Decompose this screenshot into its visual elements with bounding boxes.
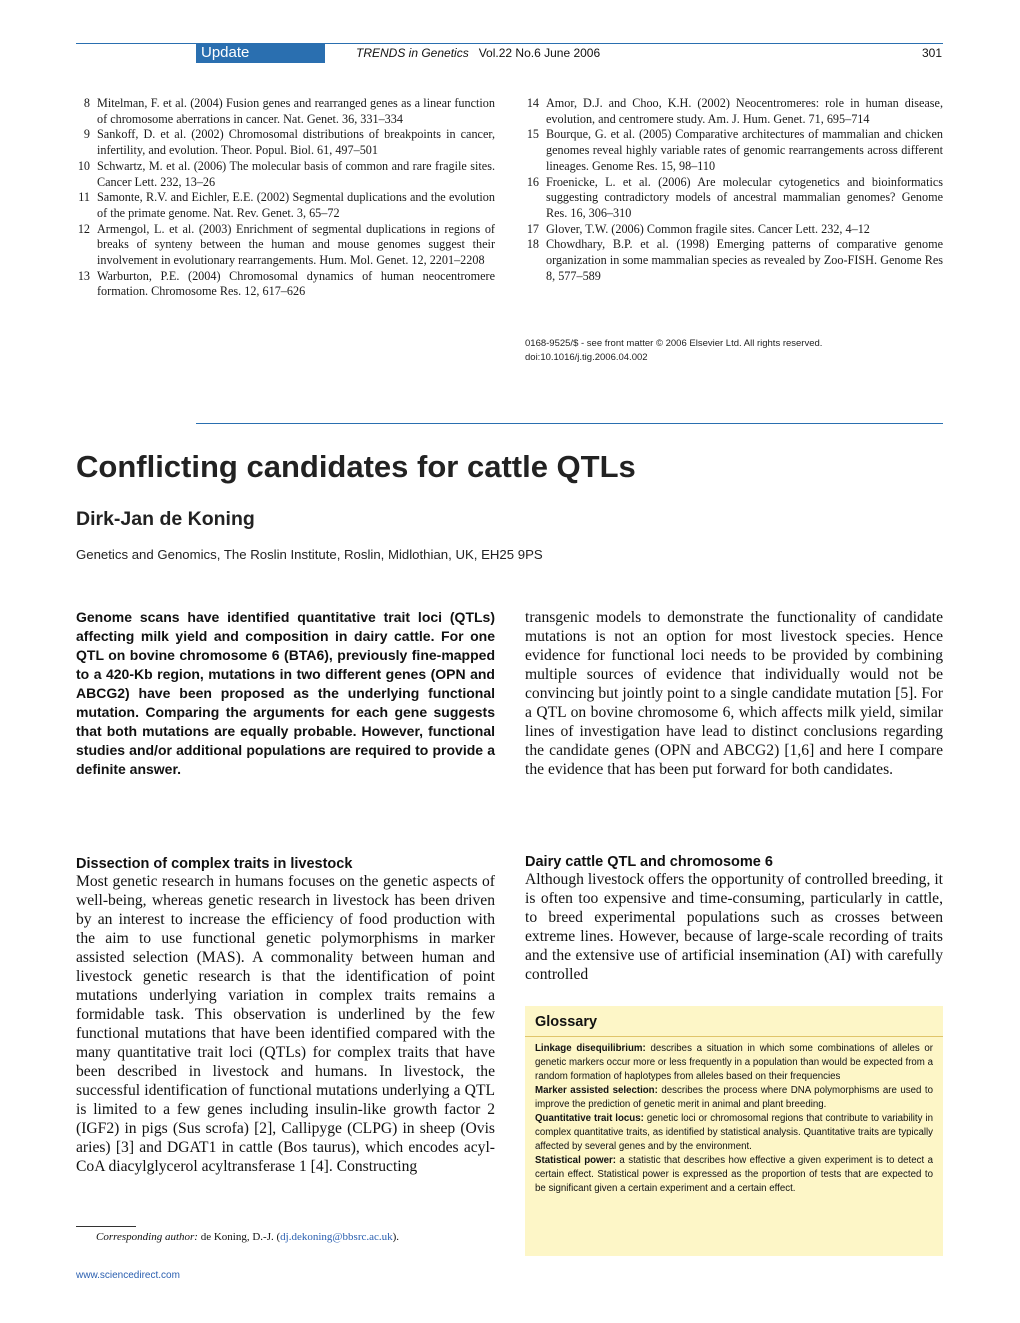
article-author: Dirk-Jan de Koning (76, 508, 255, 530)
author-affiliation: Genetics and Genomics, The Roslin Institute, Roslin, Midlothian, UK, EH25 9PS (76, 547, 543, 562)
reference-item (76, 269, 495, 300)
copyright-block (525, 337, 822, 365)
references-right-column (525, 96, 943, 284)
reference-item (76, 96, 495, 127)
abstract: Genome scans have identified quantitative trait loci (QTLs) affecting milk yield and composition in dairy cattle. For one QTL on bovine chromosome 6 (BTA6), previously fine-mapped to a 420-Kb region, mutations in two different genes (OPN and ABCG2) have been proposed as the underlying functional mutation. Comparing the arguments for each gene suggests that both mutations are equally probable. However, functional studies and/or additional populations are required to provide a definite answer. (76, 609, 495, 777)
section-tab: Update (196, 43, 325, 63)
reference-number: 17 (526, 221, 539, 236)
reference-item (76, 190, 495, 221)
reference-item (76, 127, 495, 158)
reference-item (525, 175, 943, 222)
glossary-term: Linkage disequilibrium: (535, 1043, 646, 1054)
glossary-heading: Glossary (535, 1014, 598, 1030)
footnote-name: de Koning, D.-J. (200, 1231, 274, 1243)
glossary-term: Statistical power: (535, 1155, 616, 1166)
article-rule (196, 423, 943, 424)
reference-text: Glover, T.W. (2006) Common fragile sites. Cancer Lett. 232, 4–12 (546, 221, 870, 236)
reference-item (525, 222, 943, 238)
intro-continuation: transgenic models to demonstrate the functionality of candidate mutations is not an option for most livestock species. Hence evidence for functional loci needs to be provided by combining multiple sources of evidence that individually would not be convincing but jointly point to a single candidate mutation [5]. For a QTL on bovine chromosome 6, which affects milk yield, similar lines of investigation have lead to distinct conclusions regarding the candidate genes (OPN and ABCG2) [1,6] and here I compare the evidence that has been put forward for both candidates. (525, 609, 943, 778)
glossary-divider (525, 1036, 943, 1037)
glossary-term: Marker assisted selection: (535, 1085, 658, 1096)
glossary-entries (535, 1042, 933, 1196)
glossary-entry (535, 1042, 933, 1084)
glossary-term: Quantitative trait locus: (535, 1113, 644, 1124)
reference-number: 14 (526, 96, 539, 110)
reference-item (525, 237, 943, 284)
glossary-definition: a statistic that describes how effective a given experiment is to detect a certain effect. Statistical power is expressed as the proportion of tests that are expected to be significant given a certain experiment and a certain effect. (535, 1155, 933, 1194)
doi-line: doi:10.1016/j.tig.2006.04.002 (525, 352, 648, 363)
section-heading: Dairy cattle QTL and chromosome 6 (525, 854, 773, 870)
section-dissection (76, 856, 495, 1176)
glossary-box (525, 1006, 943, 1256)
reference-text: Bourque, G. et al. (2005) Comparative architectures of mammalian and chicken genomes reveal highly variable rates of genomic rearrangements across different lineages. Genome Res. 15, 98–110 (546, 127, 943, 173)
author-email-link[interactable]: dj.dekoning@bbsrc.ac.uk (280, 1231, 393, 1243)
footnote-label: Corresponding author: (96, 1231, 198, 1243)
glossary-entry (535, 1084, 933, 1112)
reference-item (525, 127, 943, 174)
copyright-line: 0168-9525/$ - see front matter © 2006 Elsevier Ltd. All rights reserved. (525, 338, 823, 349)
corresponding-author-footnote: Corresponding author: de Koning, D.-J. (dj.dekoning@bbsrc.ac.uk). (96, 1231, 400, 1243)
reference-number: 15 (526, 127, 539, 142)
glossary-definition: genetic loci or chromosomal regions that contribute to variability in complex quantitative traits, as identified by statistical analysis. Quantitative traits are typically affected by several genes and by the environment. (535, 1113, 933, 1152)
reference-text: Mitelman, F. et al. (2004) Fusion genes and rearranged genes as a linear function of chromosome aberrations in cancer. Nat. Genet. 36, 331–334 (97, 96, 495, 126)
reference-number: 13 (77, 268, 90, 283)
section-dairy-cattle (525, 854, 943, 984)
reference-text: Froenicke, L. et al. (2006) Are molecular cytogenetics and bioinformatics suggesting contradictory models of ancestral mammalian genomes? Genome Res. 16, 306–310 (546, 174, 943, 220)
reference-number: 18 (526, 237, 539, 252)
section-text: Most genetic research in humans focuses on the genetic aspects of well-being, whereas genetic research in livestock has been driven by an interest to increase the efficiency of food production with the aim to use functional genetic polymorphisms in marker assisted selection (MAS). A commonality between human and livestock genetic research is that the identification of point mutations underlying variation in complex traits remains a formidable task. This observation is underlined by the few functional mutations that have been identified compared with the many quantitative trait loci (QTLs) for complex traits that have been described in livestock and humans. In livestock, the successful identification of functional mutations underlying a QTL is limited to a few genes including insulin-like growth factor 2 (IGF2) in pigs (Sus scrofa) [2], Callipyge (CLPG) in sheep (Ovis aries) [3] and DGAT1 in cattle (Bos taurus), which encodes acyl-CoA diacylglycerol acyltransferase 1 [4]. Constructing (76, 873, 495, 1175)
reference-text: Schwartz, M. et al. (2006) The molecular basis of common and rare fragile sites. Cancer Lett. 232, 13–26 (97, 158, 495, 189)
reference-number: 12 (77, 221, 90, 236)
reference-number: 8 (83, 96, 90, 110)
reference-text: Sankoff, D. et al. (2002) Chromosomal distributions of breakpoints in cancer, infertility, and evolution. Theor. Popul. Biol. 61, 497–501 (97, 127, 495, 158)
glossary-entry (535, 1112, 933, 1154)
reference-item (76, 159, 495, 190)
website-link[interactable]: www.sciencedirect.com (76, 1270, 180, 1281)
reference-item (525, 96, 943, 127)
reference-text: Armengol, L. et al. (2003) Enrichment of segmental duplications in regions of breaks of synteny between the human and mouse genomes suggest their involvement in evolutionary rearrangements. Hum. Mol. Genet. 12, 2201–2208 (97, 221, 495, 268)
reference-item (76, 222, 495, 269)
reference-number: 16 (526, 174, 539, 189)
page-number: 301 (921, 46, 942, 60)
references-left-column (76, 96, 495, 300)
section-heading: Dissection of complex traits in livestock (76, 856, 353, 872)
reference-number: 10 (77, 158, 90, 173)
reference-number: 9 (83, 127, 90, 142)
reference-text: Amor, D.J. and Choo, K.H. (2002) Neocentromeres: role in human disease, evolution, and centromere study. Am. J. Hum. Genet. 71, 695–714 (546, 96, 943, 126)
article-title: Conflicting candidates for cattle QTLs (76, 449, 636, 484)
section-text: Although livestock offers the opportunity of controlled breeding, it is often too expensive and time-consuming, particularly in cattle, to breed experimental populations such as crosses between extreme lines. However, because of large-scale recording of traits and the extensive use of artificial insemination (AI) with carefully controlled (525, 871, 943, 983)
footnote-rule (76, 1226, 136, 1227)
reference-text: Chowdhary, B.P. et al. (1998) Emerging patterns of comparative genome organization in some mammalian species as revealed by Zoo-FISH. Genome Res 8, 577–589 (546, 237, 943, 283)
journal-info (356, 46, 600, 60)
journal-issue: Vol.22 No.6 June 2006 (478, 46, 601, 60)
reference-number: 11 (78, 190, 90, 205)
journal-name: TRENDS in Genetics (356, 46, 469, 60)
glossary-entry (535, 1154, 933, 1196)
reference-text: Warburton, P.E. (2004) Chromosomal dynamics of human neocentromere formation. Chromosome Res. 12, 617–626 (97, 268, 495, 299)
glossary-definition: describes a situation in which some combinations of alleles or genetic markers occur more or less frequently in a population than would be expected from a random formation of haplotypes from alleles based on their frequencies (535, 1043, 933, 1082)
glossary-definition: describes the process where DNA polymorphisms are used to improve the prediction of genetic merit in animal and plant breeding. (535, 1085, 934, 1110)
reference-text: Samonte, R.V. and Eichler, E.E. (2002) Segmental duplications and the evolution of the primate genome. Nat. Rev. Genet. 3, 65–72 (97, 190, 495, 220)
